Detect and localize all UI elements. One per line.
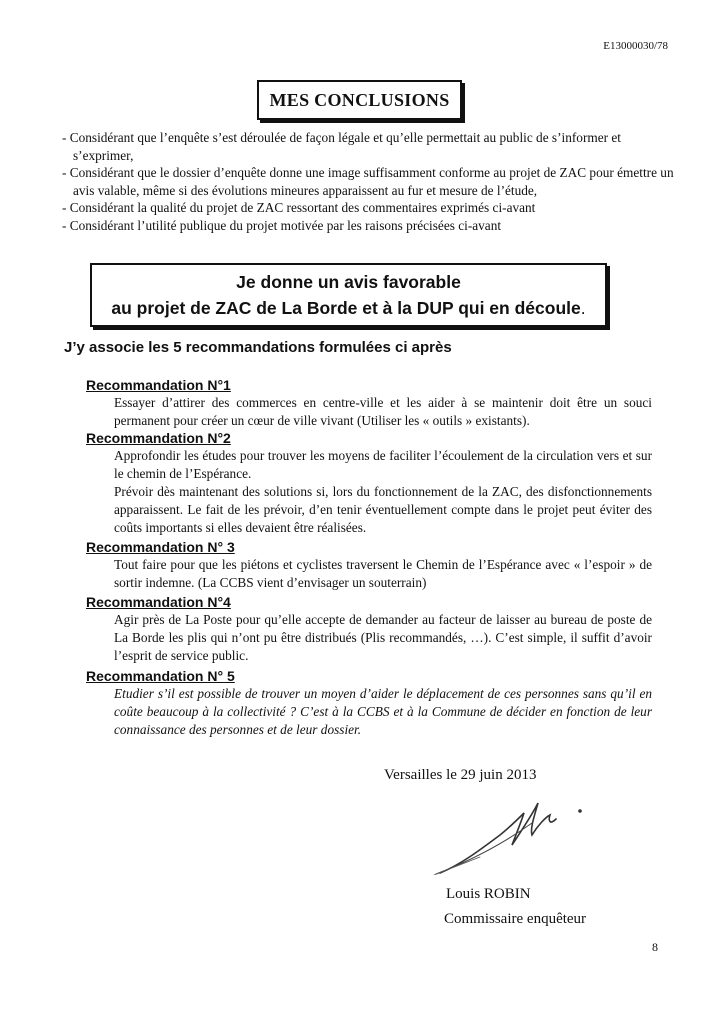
considerant-item: - Considérant la qualité du projet de ZAC ressortant des commentaires exprimés ci-avant <box>62 200 536 216</box>
recommendation-body <box>114 394 652 430</box>
recommendation-3 <box>86 538 652 592</box>
considerant-item: - Considérant l’utilité publique du projet motivée par les raisons précisées ci-avant <box>62 217 502 233</box>
recommendation-paragraph: Prévoir dès maintenant des solutions si, lors du fonctionnement de la ZAC, des disfonctionnements apparaissent. Le fait de les prévoir, d’en tenir éventuellement compte dans le projet peut éviter des coûts importants si elles devaient être réalisées. <box>114 484 652 535</box>
recommendation-body <box>114 447 652 537</box>
recommendation-body <box>114 556 652 592</box>
recommendation-paragraph: Agir près de La Poste pour qu’elle accepte de demander au facteur de laisser au bureau de poste de La Borde les plis qui n’ont pu être distribués (Plis recommandés, …). C’est simple, il suffit d’avoir l’esprit de service public. <box>114 612 652 663</box>
page-title: MES CONCLUSIONS <box>257 80 462 120</box>
considerant-item: - Considérant que l’enquête s’est déroulée de façon légale et qu’elle permettait au public de s’informer et s’exprimer, <box>62 130 621 163</box>
recommendation-title: Recommandation N°2 <box>86 430 231 446</box>
recommendation-title: Recommandation N° 3 <box>86 539 235 555</box>
recommendation-title: Recommandation N°4 <box>86 594 231 610</box>
considerants-list <box>62 129 682 235</box>
avis-line-2 <box>92 295 605 321</box>
recommendation-paragraph: Etudier s’il est possible de trouver un moyen d’aider le déplacement de ces personnes sans qu’il en coûte beaucoup à la collectivité ? C’est à la CCBS et à la Commune de décider en fonction de leur connaissance des personnes et de leur dossier. <box>114 686 652 737</box>
recommendation-5 <box>86 667 652 739</box>
recommendation-paragraph: Essayer d’attirer des commerces en centre-ville et les aider à se maintenir doit être un souci permanent pour créer un cœur de ville vivant (Utiliser les « outils » existants). <box>114 395 652 428</box>
recommendation-4 <box>86 593 652 665</box>
signatory-name: Louis ROBIN <box>446 886 531 902</box>
avis-period: . <box>580 298 586 318</box>
considerant-item: - Considérant que le dossier d’enquête donne une image suffisamment conforme au projet de ZAC pour émettre un avis valable, même si des évolutions mineures apparaissent au fur et mesure de l’étude, <box>62 165 674 198</box>
recommendation-title: Recommandation N°1 <box>86 377 231 393</box>
recommendation-1 <box>86 376 652 430</box>
signatory-role: Commissaire enquêteur <box>444 911 587 927</box>
recommendations-intro: J’y associe les 5 recommandations formulées ci après <box>64 339 452 356</box>
page-number: 8 <box>652 940 658 954</box>
recommendation-paragraph: Approfondir les études pour trouver les moyens de faciliter l’écoulement de la circulation vers et sur le chemin de l’Espérance. <box>114 448 652 481</box>
recommendation-paragraph: Tout faire pour que les piétons et cyclistes traversent le Chemin de l’Espérance avec « l’espoir » de sortir indemne. (La CCBS vient d’envisager un souterrain) <box>114 557 652 590</box>
recommendation-body <box>114 685 652 739</box>
avis-line-1: Je donne un avis favorable <box>236 272 461 292</box>
avis-box <box>90 263 607 327</box>
recommendation-title: Recommandation N° 5 <box>86 668 235 684</box>
document-reference: E13000030/78 <box>603 40 668 52</box>
recommendation-2 <box>86 429 652 537</box>
recommendation-body <box>114 611 652 665</box>
date-place: Versailles le 29 juin 2013 <box>384 767 537 783</box>
avis-line-2-text: au projet de ZAC de La Borde et à la DUP qui en découle <box>111 298 581 318</box>
signature-image <box>420 795 600 875</box>
